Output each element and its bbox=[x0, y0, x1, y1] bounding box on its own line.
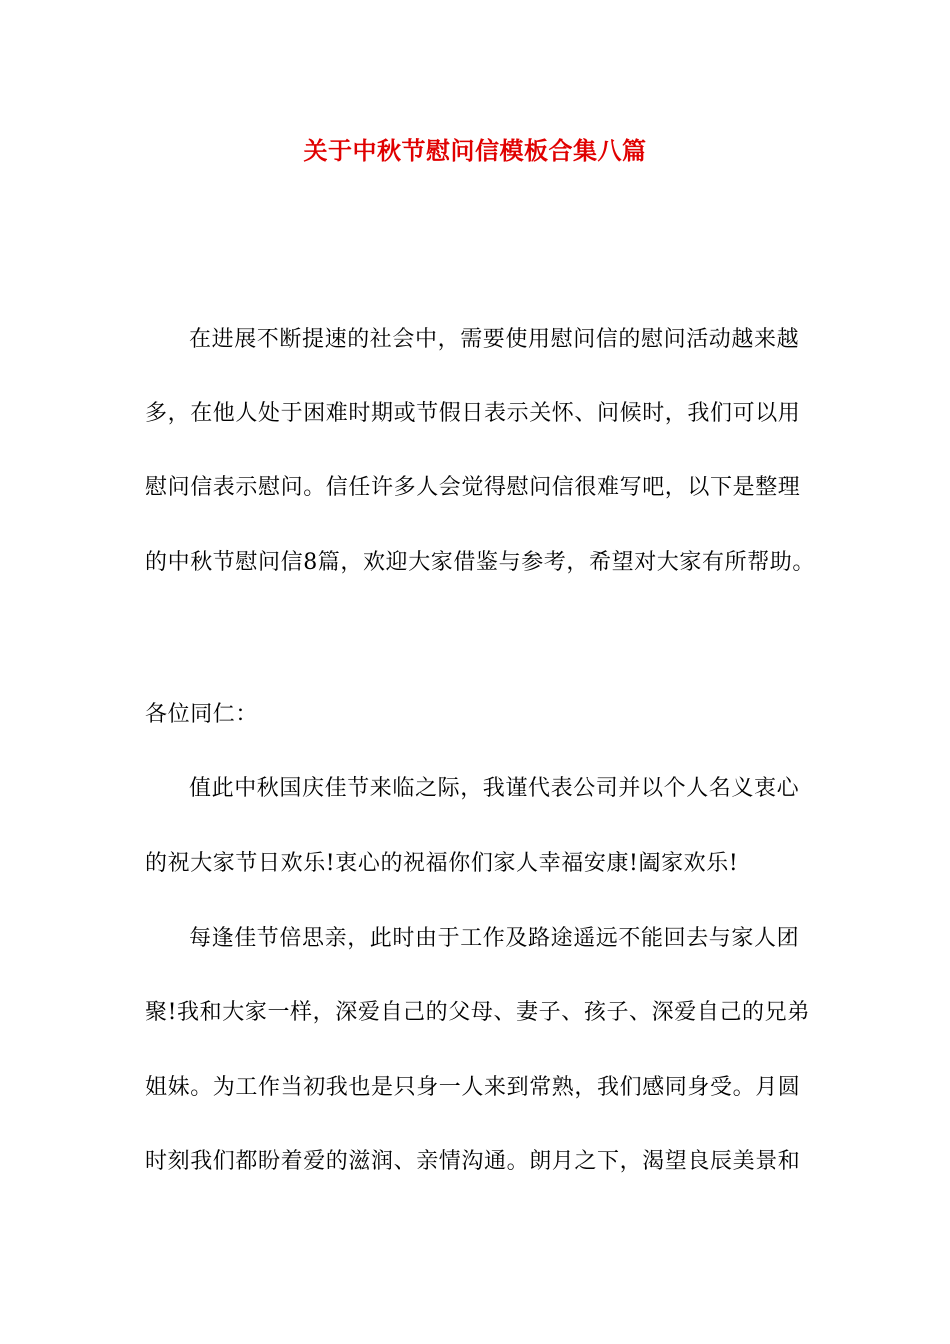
salutation: 各位同仁： bbox=[145, 702, 259, 727]
intro-line-1: 在进展不断提速的社会中，需要使用慰问信的慰问活动越来越 bbox=[189, 327, 800, 352]
intro-line-2: 多，在他人处于困难时期或节假日表示关怀、问候时，我们可以用 bbox=[145, 401, 801, 426]
letter-line-2: 的祝大家节日欢乐!衷心的祝福你们家人幸福安康!阖家欢乐! bbox=[145, 851, 739, 876]
letter-line-5: 姐妹。为工作当初我也是只身一人来到常熟，我们感同身受。月圆 bbox=[145, 1075, 801, 1100]
document-title: 关于中秋节慰问信模板合集八篇 bbox=[303, 136, 647, 165]
letter-line-4: 聚!我和大家一样，深爱自己的父母、妻子、孩子、深爱自己的兄弟 bbox=[145, 1000, 810, 1025]
intro-line-3: 慰问信表示慰问。信任许多人会觉得慰问信很难写吧，以下是整理 bbox=[145, 475, 801, 500]
letter-line-3: 每逢佳节倍思亲，此时由于工作及路途遥远不能回去与家人团 bbox=[189, 926, 800, 951]
letter-line-1: 值此中秋国庆佳节来临之际，我谨代表公司并以个人名义衷心 bbox=[189, 776, 800, 801]
letter-line-6: 时刻我们都盼着爱的滋润、亲情沟通。朗月之下，渴望良辰美景和 bbox=[145, 1149, 801, 1174]
intro-line-4: 的中秋节慰问信8篇，欢迎大家借鉴与参考，希望对大家有所帮助。 bbox=[145, 550, 815, 575]
